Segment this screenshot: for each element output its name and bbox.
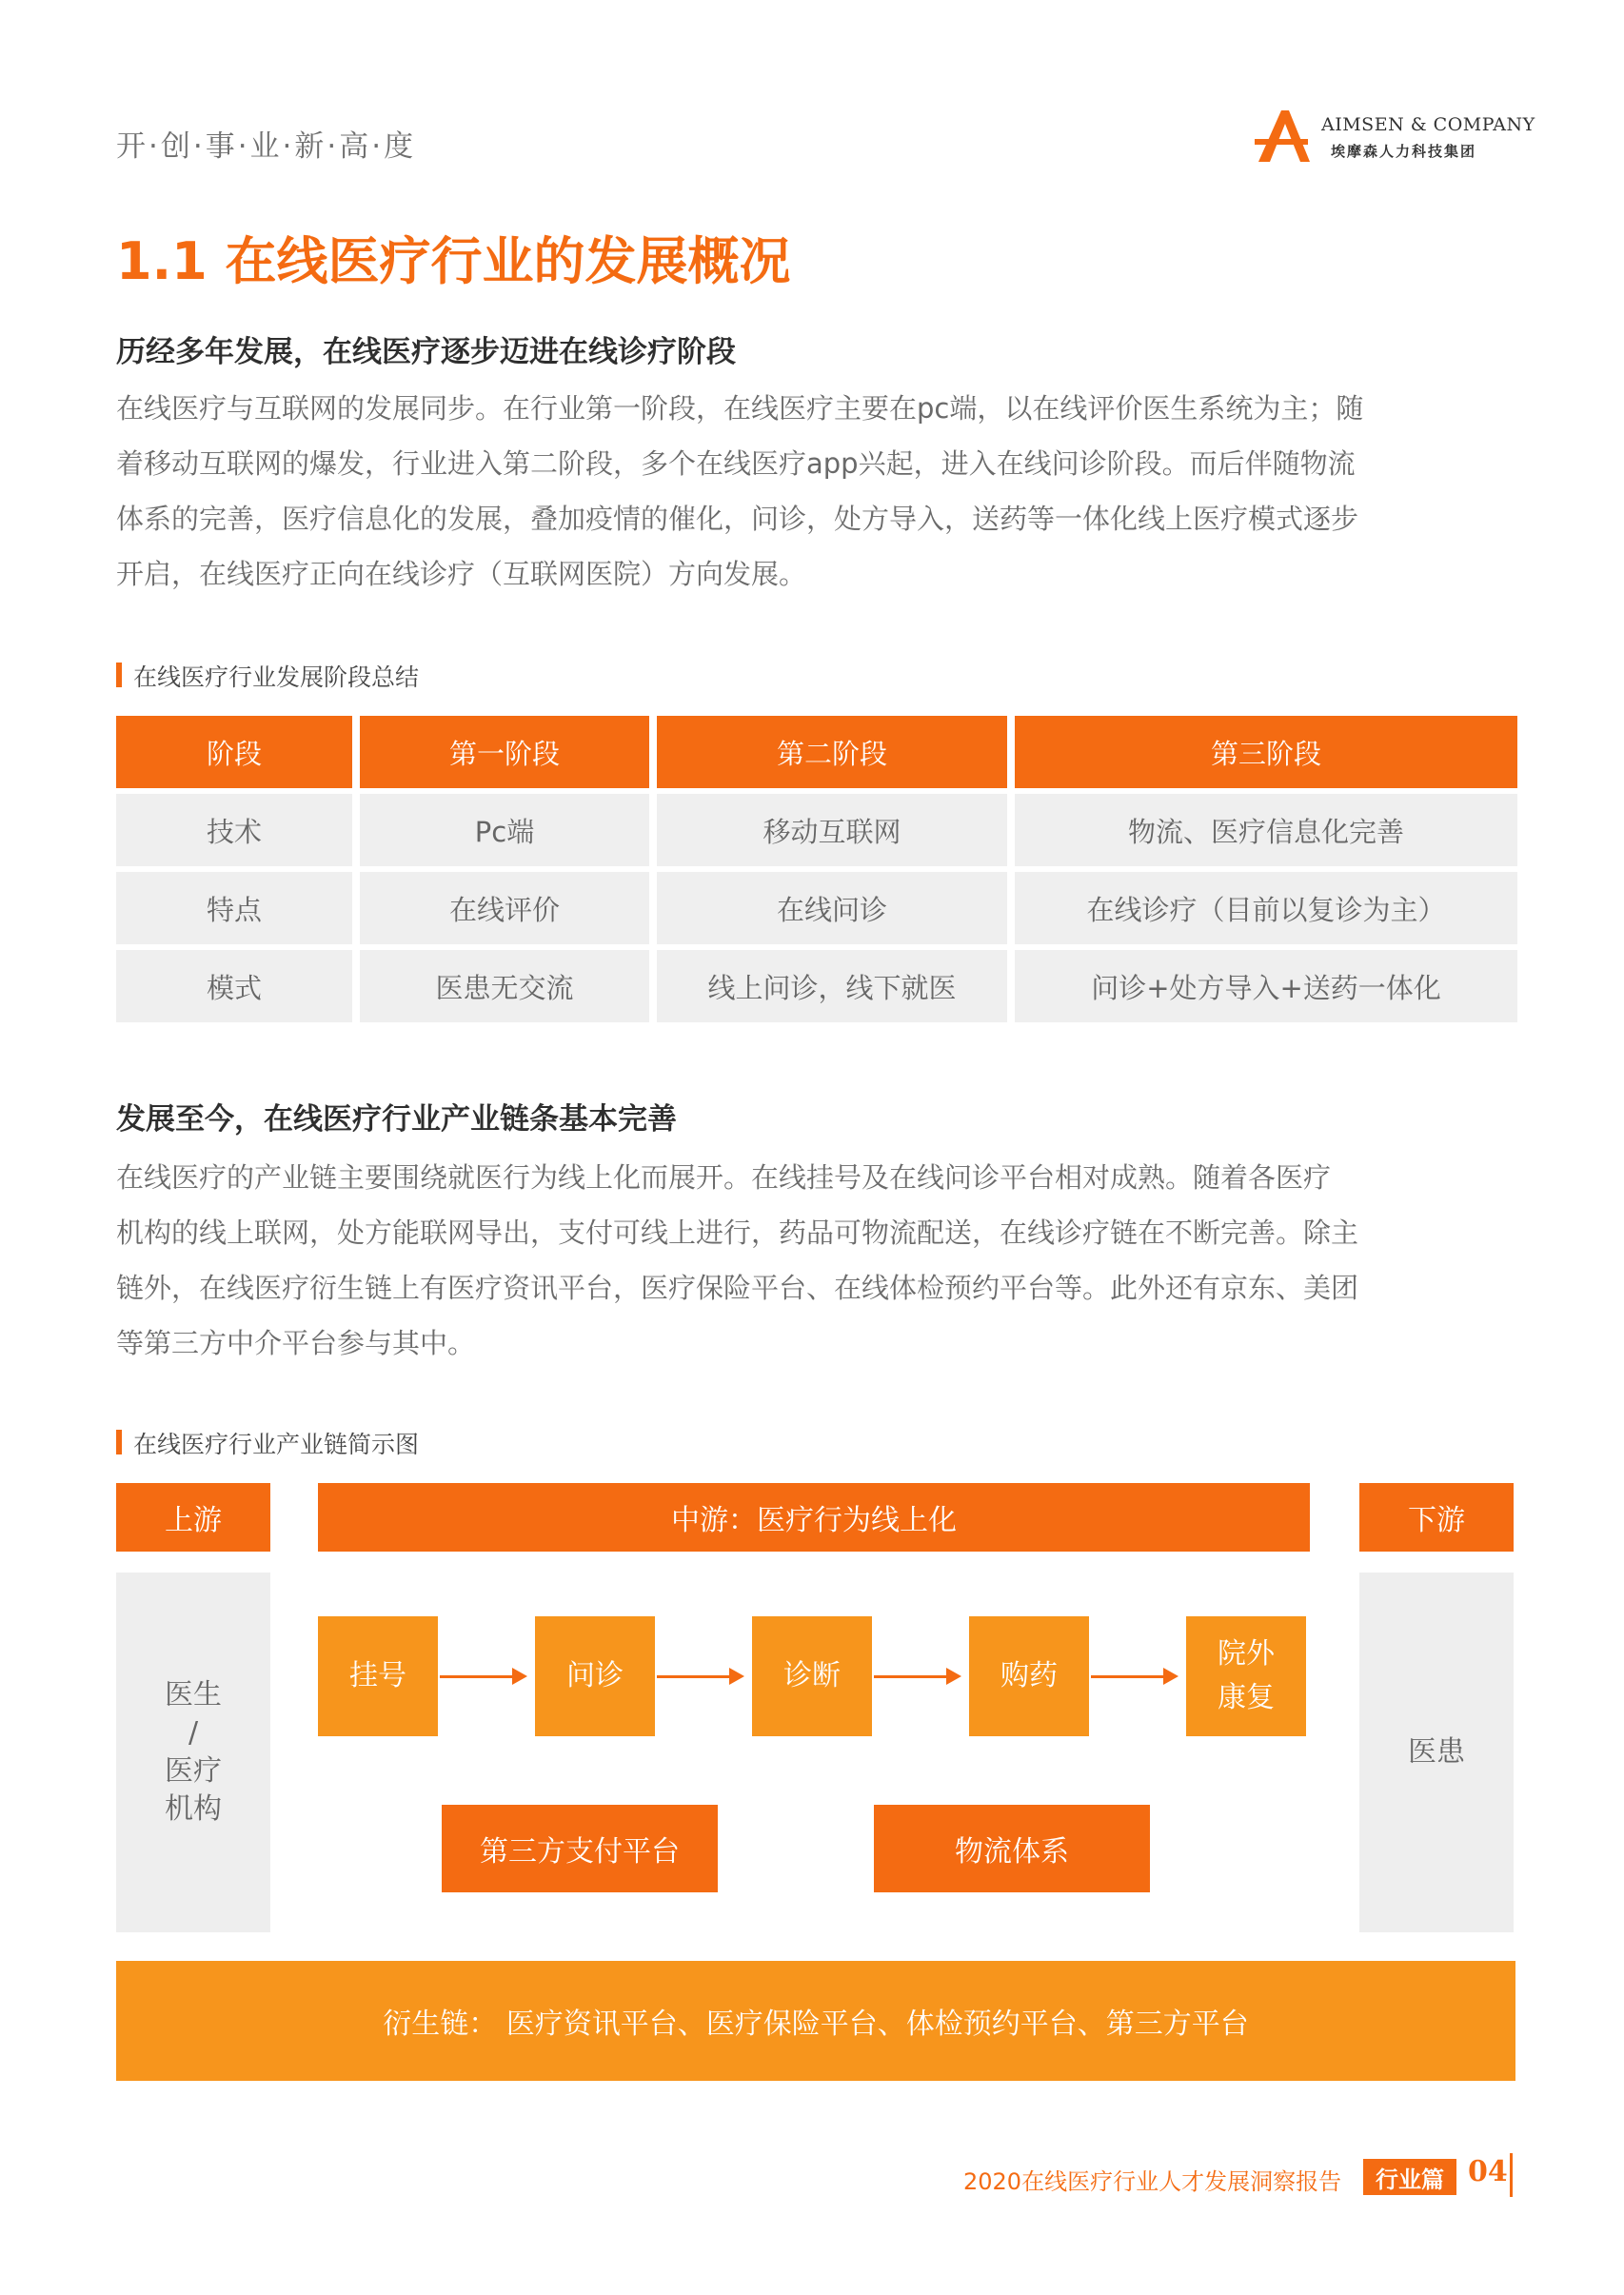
table-header-cell: 第三阶段: [1015, 716, 1517, 788]
logo-chinese-name: 埃摩森人力科技集团: [1331, 143, 1477, 160]
flow-arrow-icon: [657, 1675, 741, 1678]
table-cell: 问诊+处方导入+送药一体化: [1015, 950, 1517, 1022]
table-cell: 在线评价: [360, 872, 649, 944]
flow-arrow-icon: [440, 1675, 524, 1678]
section2-line: 机构的线上联网，处方能联网导出，支付可线上进行，药品可物流配送，在线诊疗链在不断完善。除主: [116, 1217, 1359, 1249]
upstream-text: /: [188, 1716, 199, 1750]
section1-heading: 历经多年发展，在线医疗逐步迈进在线诊疗阶段: [116, 335, 736, 369]
upstream-box: [116, 1573, 270, 1932]
tagline: 开·创·事·业·新·高·度: [116, 129, 417, 164]
table-caption: 在线医疗行业发展阶段总结: [116, 659, 419, 693]
step-box: 购药: [969, 1616, 1089, 1736]
payment-platform-box: 第三方支付平台: [442, 1805, 718, 1892]
footer-badge: 行业篇: [1363, 2159, 1456, 2195]
table-cell: 医患无交流: [360, 950, 649, 1022]
page-number: 04: [1468, 2155, 1508, 2188]
downstream-label: 下游: [1359, 1483, 1514, 1552]
logistics-box: 物流体系: [874, 1805, 1150, 1892]
step-box: 诊断: [752, 1616, 872, 1736]
step-text: 院外: [1218, 1637, 1275, 1671]
step-text: 康复: [1218, 1681, 1275, 1714]
table-header-row: [116, 716, 1517, 788]
upstream-label: 上游: [116, 1483, 270, 1552]
table-row: [116, 872, 1517, 944]
table-row: [116, 794, 1517, 866]
section1-line: 开启，在线医疗正向在线诊疗（互联网医院）方向发展。: [116, 558, 807, 590]
step-box: 挂号: [318, 1616, 438, 1736]
section1-line: 在线医疗与互联网的发展同步。在行业第一阶段，在线医疗主要在pc端，以在线评价医生系统为主；随: [116, 392, 1364, 425]
footer-report-title: 2020在线医疗行业人才发展洞察报告: [963, 2168, 1342, 2195]
table-cell: 特点: [116, 872, 352, 944]
step-box: 问诊: [535, 1616, 655, 1736]
company-logo: [1255, 103, 1535, 169]
step-box-rehab: [1186, 1616, 1306, 1736]
flow-arrow-icon: [1091, 1675, 1175, 1678]
flow-arrow-icon: [874, 1675, 958, 1678]
section2-heading: 发展至今，在线医疗行业产业链条基本完善: [116, 1102, 677, 1137]
page-title: 1.1 在线医疗行业的发展概况: [116, 231, 791, 291]
table-header-cell: 阶段: [116, 716, 352, 788]
upstream-text: 机构: [165, 1792, 222, 1826]
section1-line: 着移动互联网的爆发，行业进入第二阶段，多个在线医疗app兴起，进入在线问诊阶段。而后伴随物流: [116, 447, 1356, 480]
diagram-caption: 在线医疗行业产业链简示图: [116, 1426, 419, 1460]
table-cell: Pc端: [360, 794, 649, 866]
downstream-box: 医患: [1359, 1573, 1514, 1932]
section2-line: 在线医疗的产业链主要围绕就医行为线上化而展开。在线挂号及在线问诊平台相对成熟。随着各医疗: [116, 1161, 1332, 1194]
table-cell: 在线问诊: [657, 872, 1007, 944]
section2-paragraph: [116, 1150, 1515, 1371]
section2-line: 链外，在线医疗衍生链上有医疗资讯平台，医疗保险平台、在线体检预约平台等。此外还有京东、美团: [116, 1272, 1359, 1304]
midstream-label: 中游：医疗行为线上化: [318, 1483, 1310, 1552]
table-cell: 模式: [116, 950, 352, 1022]
table-cell: 移动互联网: [657, 794, 1007, 866]
footer-divider: [1510, 2153, 1513, 2197]
table-cell: 物流、医疗信息化完善: [1015, 794, 1517, 866]
logo-a-icon: [1255, 107, 1314, 166]
section2-line: 等第三方中介平台参与其中。: [116, 1327, 476, 1359]
table-header-cell: 第二阶段: [657, 716, 1007, 788]
section1-paragraph: [116, 381, 1515, 602]
derivative-chain-bar: 衍生链： 医疗资讯平台、医疗保险平台、体检预约平台、第三方平台: [116, 1961, 1515, 2081]
upstream-text: 医疗: [165, 1754, 222, 1788]
table-cell: 在线诊疗（目前以复诊为主）: [1015, 872, 1517, 944]
logo-name: AIMSEN & COMPANY: [1321, 114, 1535, 135]
table-row: [116, 950, 1517, 1022]
table-cell: 线上问诊，线下就医: [657, 950, 1007, 1022]
upstream-text: 医生: [165, 1678, 222, 1711]
section1-line: 体系的完善，医疗信息化的发展，叠加疫情的催化，问诊，处方导入，送药等一体化线上医疗模式逐步: [116, 503, 1359, 535]
table-header-cell: 第一阶段: [360, 716, 649, 788]
table-cell: 技术: [116, 794, 352, 866]
